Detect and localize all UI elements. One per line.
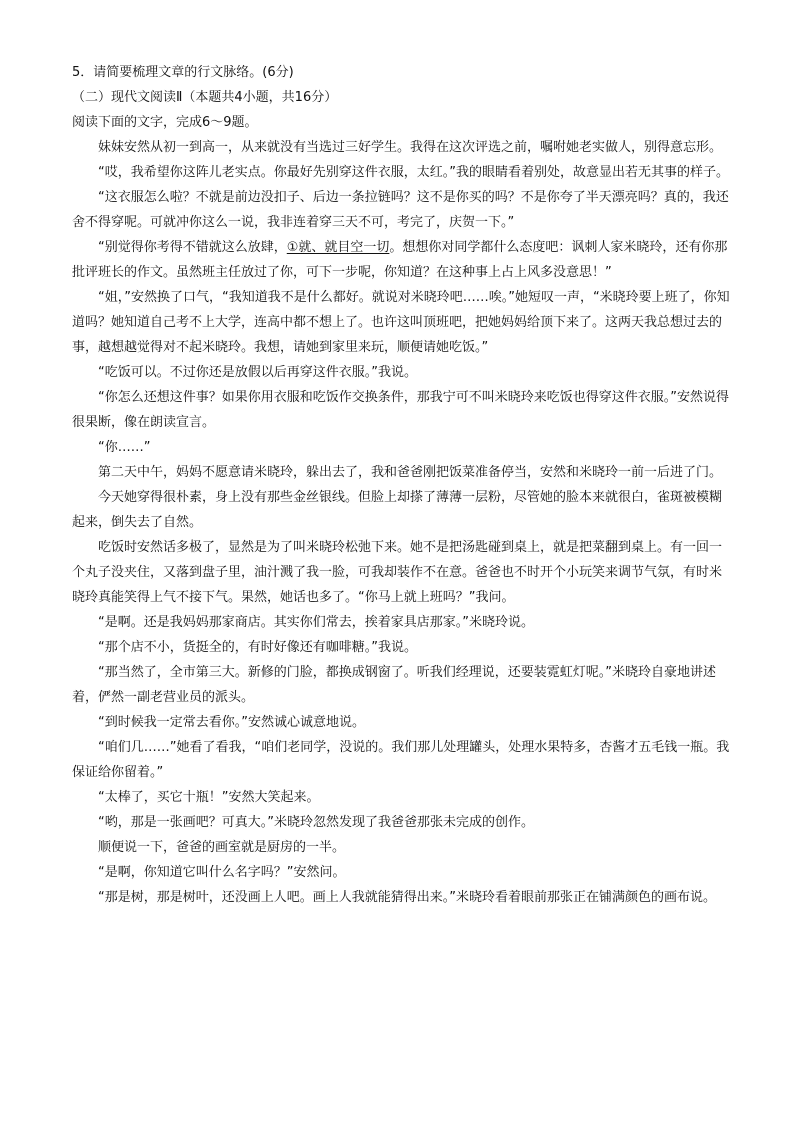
paragraph-14: “那当然了，全市第三大。新修的门脸，都换成钢窗了。听我们经理说，还要装霓虹灯呢。”米晓玲自豪地讲述着，俨然一副老营业员的派头。	[72, 665, 716, 705]
paragraph-1: 妹妹安然从初一到高一，从来就没有当选过三好学生。我得在这次评选之前，嘱咐她老实做人，别得意忘形。	[98, 140, 723, 155]
paragraph-15: “到时候我一定常去看你。”安然诚心诚意地说。	[98, 715, 365, 730]
paragraph-8: “你……”	[98, 440, 151, 455]
paragraph-13: “那个店不小，货挺全的，有时好像还有咖啡糖。”我说。	[98, 640, 417, 655]
paragraph-7: “你怎么还想这件事？如果你用衣服和吃饭作交换条件，那我宁可不叫米晓玲来吃饭也得穿这件衣服。”安然说得很果断，像在朗读宣言。	[72, 390, 729, 430]
paragraph-17: “太棒了，买它十瓶！”安然大笑起来。	[98, 790, 320, 805]
paragraph-3: “这衣服怎么啦？不就是前边没扣子、后边一条拉链吗？这不是你买的吗？不是你夸了半天漂亮吗？真的，我还舍不得穿呢。可就冲你这么一说，我非连着穿三天不可，考完了，庆贺一下。”	[72, 190, 729, 230]
underlined-marked-phrase: ①就、就目空一切	[286, 240, 390, 255]
document-page	[72, 60, 732, 910]
paragraph-4	[72, 235, 732, 285]
paragraph-12: “是啊。还是我妈妈那家商店。其实你们常去，挨着家具店那家。”米晓玲说。	[98, 615, 534, 630]
reading-instruction: 阅读下面的文字，完成6～9题。	[72, 115, 258, 130]
paragraph-11: 吃饭时安然话多极了，显然是为了叫米晓玲松弛下来。她不是把汤匙碰到桌上，就是把菜翻到桌上。有一回一个丸子没夹住，又落到盘子里，油汁溅了我一脸，可我却装作不在意。爸爸也不时开个小玩笑来调节气氛，有时米晓玲真能笑得上气不接下气。果然，她话也多了。“你马上就上班吗？”我问。	[72, 540, 723, 605]
paragraph-20: “是啊，你知道它叫什么名字吗？”安然问。	[98, 865, 346, 880]
paragraph-6: “吃饭可以。不过你还是放假以后再穿这件衣服。”我说。	[98, 365, 417, 380]
paragraph-21: “那是树，那是树叶，还没画上人吧。画上人我就能猜得出来。”米晓玲看着眼前那张正在铺满颜色的画布说。	[98, 890, 716, 905]
paragraph-5: “姐，”安然换了口气，“我知道我不是什么都好。就说对米晓玲吧……唉。”她短叹一声，“米晓玲要上班了，你知道吗？她知道自己考不上大学，连高中都不想上了。也许这叫顶班吧，把她妈妈给顶下来了。这两天我总想过去的事，越想越觉得对不起米晓玲。我想，请她到家里来玩，顺便请她吃饭。”	[72, 290, 730, 355]
section-heading: （二）现代文阅读Ⅱ（本题共4小题，共16分）	[72, 90, 338, 105]
paragraph-4-text-before: “别觉得你考得不错就这么放肆，	[98, 240, 287, 255]
paragraph-16: “咱们几……”她看了看我，“咱们老同学，没说的。我们那儿处理罐头，处理水果特多，杏酱才五毛钱一瓶。我保证给你留着。”	[72, 740, 730, 780]
question-5: 5．请简要梳理文章的行文脉络。(6分)	[72, 65, 294, 80]
paragraph-18: “哟，那是一张画吧？可真大。”米晓玲忽然发现了我爸爸那张未完成的创作。	[98, 815, 534, 830]
paragraph-9: 第二天中午，妈妈不愿意请米晓玲，躲出去了，我和爸爸刚把饭菜准备停当，安然和米晓玲一前一后进了门。	[98, 465, 723, 480]
paragraph-4-text-after: 。想想你对同学都什么态度吧：讽刺人家米晓玲，还有你那批评班长的作文。虽然班主任放过了你，可下一步呢，你知道？在这种事上占上风多没意思！”	[72, 240, 728, 280]
paragraph-2: “哎，我希望你这阵儿老实点。你最好先别穿这件衣服，太红。”我的眼睛看着别处，故意显出若无其事的样子。	[98, 165, 729, 180]
paragraph-10: 今天她穿得很朴素，身上没有那些金丝银线。但脸上却搽了薄薄一层粉，尽管她的脸本来就很白，雀斑被模糊起来，倒失去了自然。	[72, 490, 723, 530]
paragraph-19: 顺便说一下，爸爸的画室就是厨房的一半。	[98, 840, 346, 855]
